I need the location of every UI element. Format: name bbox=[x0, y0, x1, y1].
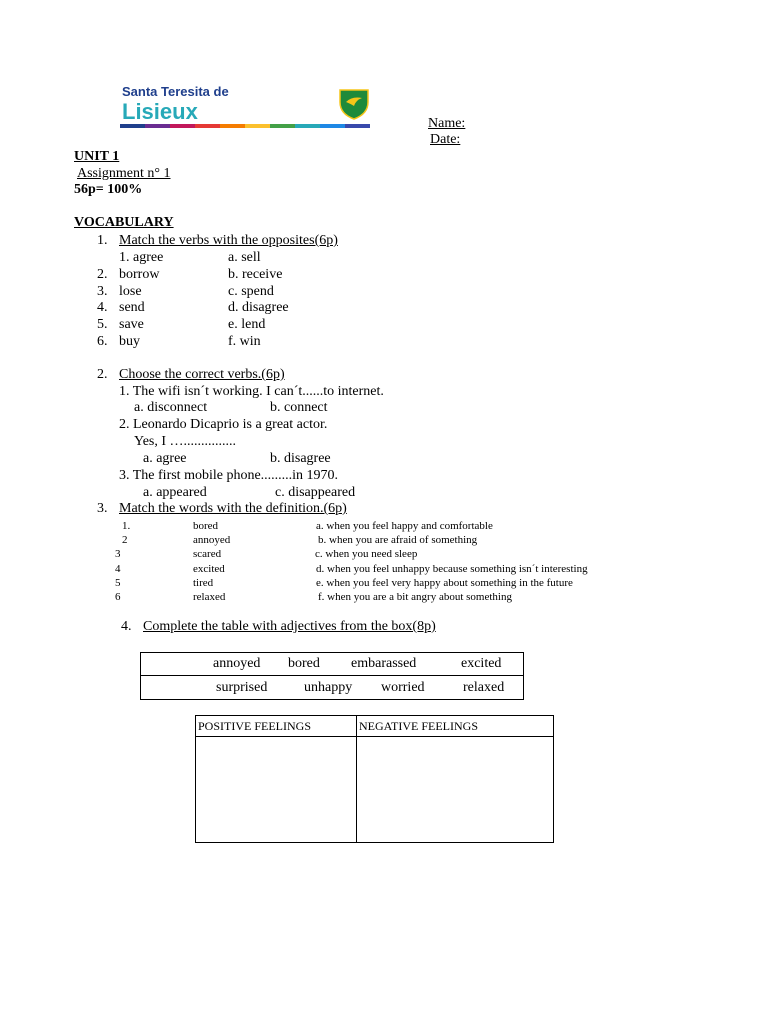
ex4-number: 4. bbox=[121, 619, 132, 634]
ex2-number: 2. bbox=[97, 367, 108, 382]
ex1-row-number: 4. bbox=[97, 300, 108, 316]
ex2-q2-option-a: a. agree bbox=[143, 451, 187, 466]
logo-stripe-segment bbox=[345, 124, 370, 128]
ex1-row-opposite: e. lend bbox=[228, 317, 266, 333]
word-box-word: embarassed bbox=[351, 656, 417, 671]
ex2-q1-option-a: a. disconnect bbox=[134, 400, 208, 415]
ex1-row-number: 3. bbox=[97, 283, 108, 299]
ex3-row-definition: e. when you feel very happy about something in the future bbox=[316, 576, 573, 589]
ex1-row-opposite: d. disagree bbox=[228, 300, 289, 316]
ex4-title: Complete the table with adjectives from the box(8p) bbox=[143, 619, 436, 634]
logo-stripe-segment bbox=[295, 124, 320, 128]
ex3-row-word: tired bbox=[193, 576, 214, 589]
feelings-table-column-divider bbox=[356, 715, 357, 842]
ex2-q1-option-b: b. connect bbox=[270, 400, 328, 415]
name-label: Name: bbox=[428, 116, 466, 131]
ex3-number: 3. bbox=[97, 501, 108, 516]
logo-stripe-segment bbox=[220, 124, 245, 128]
ex2-q3-option-b: c. disappeared bbox=[275, 485, 356, 500]
ex1-row-verb: save bbox=[119, 317, 144, 333]
unit-title: UNIT 1 bbox=[74, 149, 120, 164]
ex3-row-definition: c. when you need sleep bbox=[315, 548, 418, 561]
ex1-row-verb: 1. agree bbox=[119, 250, 164, 265]
ex3-row-definition: a. when you feel happy and comfortable bbox=[316, 520, 493, 532]
logo-stripe-segment bbox=[145, 124, 170, 128]
ex3-row-word: relaxed bbox=[193, 591, 226, 603]
ex1-row-opposite: b. receive bbox=[228, 266, 283, 282]
ex3-row-number: 4 bbox=[115, 562, 121, 575]
ex3-row-word: scared bbox=[193, 548, 222, 561]
logo-stripe-segment bbox=[245, 124, 270, 128]
logo-line1: Santa Teresita de bbox=[122, 84, 229, 99]
word-box-word: bored bbox=[288, 656, 320, 671]
ex3-row-number: 3 bbox=[115, 548, 121, 561]
word-box-word: unhappy bbox=[304, 680, 353, 695]
ex3-row-definition: b. when you are afraid of something bbox=[318, 534, 478, 547]
logo-stripe-segment bbox=[195, 124, 220, 128]
ex1-number: 1. bbox=[97, 233, 108, 248]
ex1-row-verb: lose bbox=[119, 283, 142, 299]
positive-feelings-header: POSITIVE FEELINGS bbox=[198, 719, 311, 733]
ex1-title: Match the verbs with the opposites(6p) bbox=[119, 233, 338, 248]
ex1-row-opposite: f. win bbox=[228, 334, 261, 349]
ex2-q3-option-a: a. appeared bbox=[143, 485, 207, 500]
ex3-row-number: 5 bbox=[115, 576, 121, 589]
ex3-row-number: 6 bbox=[115, 591, 121, 603]
ex2-q3: 3. The first mobile phone.........in 1970. bbox=[119, 468, 339, 483]
ex3-row-definition: f. when you are a bit angry about something bbox=[318, 591, 512, 603]
logo-stripe bbox=[120, 124, 370, 128]
ex1-row-verb: borrow bbox=[119, 266, 160, 282]
ex3-row-number: 1. bbox=[122, 520, 131, 532]
word-box-divider bbox=[140, 675, 523, 676]
ex1-row-opposite: a. sell bbox=[228, 250, 261, 265]
word-box-word: relaxed bbox=[463, 680, 505, 695]
word-box-word: surprised bbox=[216, 680, 268, 695]
ex1-row-opposite: c. spend bbox=[228, 283, 274, 299]
ex3-row-number: 2 bbox=[122, 534, 128, 547]
ex2-q2-blank: Yes, I …............... bbox=[134, 434, 237, 449]
ex2-q2-option-b: b. disagree bbox=[270, 451, 331, 466]
feelings-table bbox=[195, 715, 554, 843]
ex2-q2: 2. Leonardo Dicaprio is a great actor. bbox=[119, 417, 328, 432]
logo-stripe-segment bbox=[170, 124, 195, 128]
ex1-row-number: 5. bbox=[97, 317, 108, 333]
word-box-word: excited bbox=[461, 656, 502, 671]
logo-line2: Lisieux bbox=[122, 99, 198, 124]
ex3-row-word: bored bbox=[193, 520, 219, 532]
logo-stripe-segment bbox=[270, 124, 295, 128]
word-box-word: worried bbox=[381, 680, 425, 695]
word-box-word: annoyed bbox=[213, 656, 261, 671]
shield-icon bbox=[338, 86, 370, 120]
ex2-q1: 1. The wifi isn´t working. I can´t......to internet. bbox=[119, 384, 384, 399]
assignment-title: Assignment n° 1 bbox=[77, 166, 171, 181]
score-label: 56p= 100% bbox=[74, 182, 143, 197]
ex1-row-number: 6. bbox=[97, 334, 108, 349]
logo-stripe-segment bbox=[320, 124, 345, 128]
ex3-row-word: excited bbox=[193, 562, 225, 575]
ex3-title: Match the words with the definition.(6p) bbox=[119, 501, 347, 516]
feelings-table-header-line bbox=[195, 736, 553, 737]
vocabulary-heading: VOCABULARY bbox=[74, 215, 174, 230]
date-label: Date: bbox=[430, 132, 461, 147]
ex1-row-number: 2. bbox=[97, 266, 108, 282]
ex1-row-verb: send bbox=[119, 300, 145, 316]
ex3-row-definition: d. when you feel unhappy because something isn´t interesting bbox=[316, 562, 588, 575]
ex1-row-verb: buy bbox=[119, 334, 140, 349]
logo-stripe-segment bbox=[120, 124, 145, 128]
ex2-title: Choose the correct verbs.(6p) bbox=[119, 367, 285, 382]
ex3-row-word: annoyed bbox=[193, 534, 231, 547]
negative-feelings-header: NEGATIVE FEELINGS bbox=[359, 719, 478, 733]
